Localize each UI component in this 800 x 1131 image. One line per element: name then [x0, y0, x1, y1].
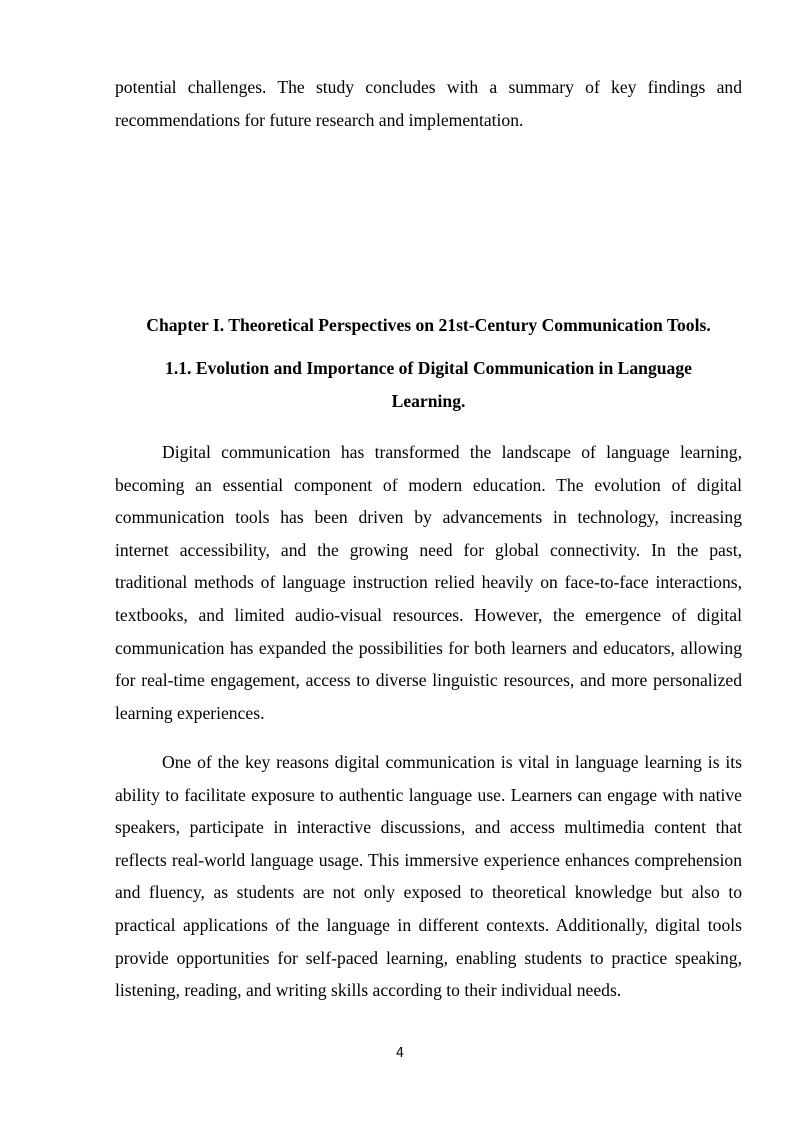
chapter-heading: Chapter I. Theoretical Perspectives on 21st-Century Communication Tools.: [146, 315, 711, 335]
page-number: 4: [395, 1046, 405, 1061]
intro-paragraph: potential challenges. The study concludes with a summary of key findings and recommendations for future research and implementation.: [115, 77, 742, 130]
section-heading: 1.1. Evolution and Importance of Digital Communication in Language Learning.: [165, 358, 692, 411]
body-paragraph-2: One of the key reasons digital communication is vital in language learning is its ability to facilitate exposure to authentic language use. Learners can engage with native speakers, participate in interactive discussions, and access multimedia content that reflects real-world language usage. This immersive experience enhances comprehension and fluency, as students are not only exposed to theoretical knowledge but also to practical applications of the language in different contexts. Additionally, digital tools provide opportunities for self-paced learning, enabling students to practice speaking, listening, reading, and writing skills according to their individual needs.: [115, 752, 742, 1001]
body-paragraph-1: Digital communication has transformed the landscape of language learning, becoming an essential component of modern education. The evolution of digital communication tools has been driven by advancements in technology, increasing internet accessibility, and the growing need for global connectivity. In the past, traditional methods of language instruction relied heavily on face-to-face interactions, textbooks, and limited audio-visual resources. However, the emergence of digital communication has expanded the possibilities for both learners and educators, allowing for real-time engagement, access to diverse linguistic resources, and more personalized learning experiences.: [115, 442, 742, 723]
